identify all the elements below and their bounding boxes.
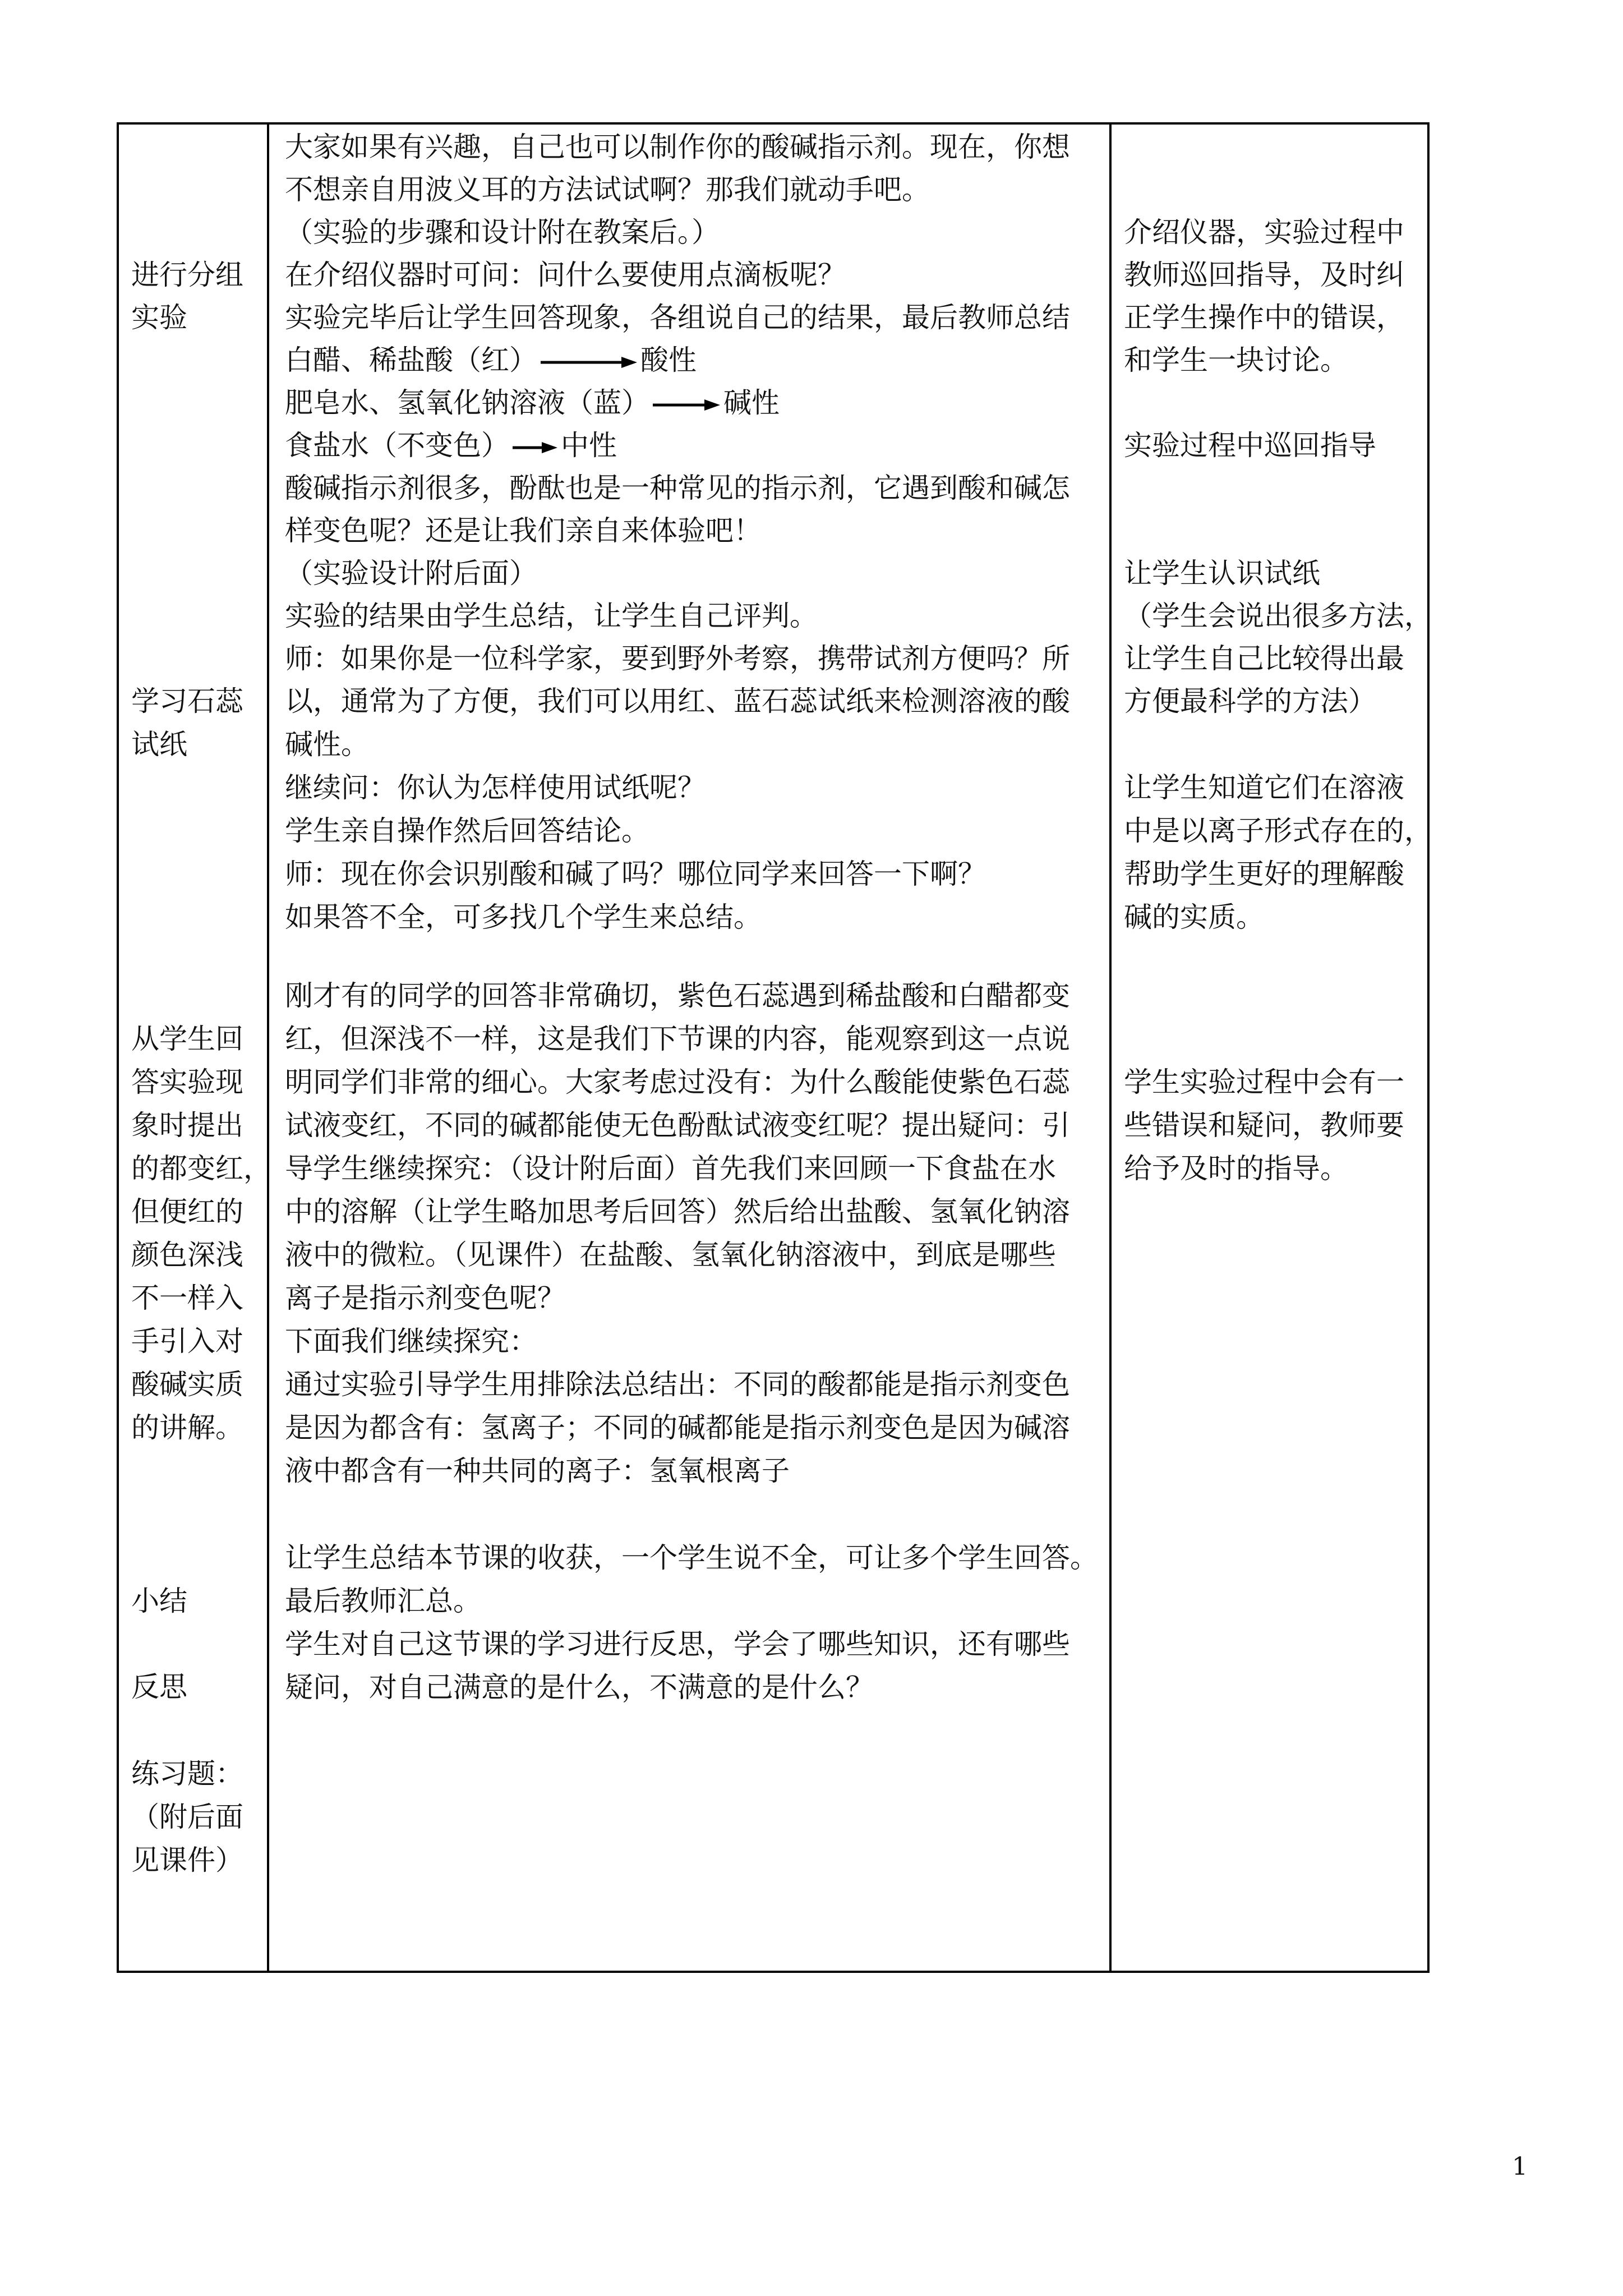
note-line: 正学生操作中的错误， — [1124, 301, 1404, 334]
section-heading-line: 练习题： — [131, 1757, 243, 1790]
note-line: 给予及时的指导。 — [1124, 1152, 1348, 1185]
result-left: 白醋、稀盐酸（红） — [285, 344, 537, 376]
content-line: 液中都含有一种共同的离子：氢氧根离子 — [285, 1455, 790, 1487]
note-line: 些错误和疑问，教师要 — [1124, 1109, 1404, 1142]
note-line: 学生实验过程中会有一 — [1124, 1066, 1404, 1098]
note-line: 实验过程中巡回指导 — [1124, 429, 1376, 462]
note-line: （学生会说出很多方法， — [1124, 600, 1432, 632]
section-heading-line: 反思 — [131, 1671, 187, 1703]
content-line: 不想亲自用波义耳的方法试试啊？那我们就动手吧。 — [285, 173, 930, 206]
section-heading-line: 颜色深浅 — [131, 1239, 243, 1271]
note-line: 碱的实质。 — [1124, 901, 1264, 933]
note-line: 介绍仪器，实验过程中 — [1124, 216, 1404, 249]
content-line: 离子是指示剂变色呢？ — [285, 1282, 565, 1314]
section-heading-line: （附后面 — [131, 1801, 243, 1833]
content-line: 如果答不全，可多找几个学生来总结。 — [285, 901, 762, 933]
section-heading-column — [119, 125, 269, 1971]
content-line: 导学生继续探究：（设计附后面）首先我们来回顾一下食盐在水 — [285, 1152, 1056, 1185]
content-line: 明同学们非常的细心。大家考虑过没有：为什么酸能使紫色石蕊 — [285, 1066, 1070, 1098]
content-line: 是因为都含有：氢离子；不同的碱都能是指示剂变色是因为碱溶 — [285, 1411, 1070, 1444]
section-heading-line: 从学生回 — [131, 1023, 243, 1055]
content-line: 样变色呢？还是让我们亲自来体验吧！ — [285, 514, 762, 547]
result-right: 酸性 — [640, 344, 697, 376]
result-basic — [285, 386, 780, 420]
result-left: 食盐水（不变色） — [285, 429, 509, 462]
section-heading-line: 象时提出 — [131, 1109, 243, 1142]
right-arrow-icon — [511, 441, 559, 454]
content-line: 在介绍仪器时可问：问什么要使用点滴板呢？ — [285, 259, 846, 291]
section-heading-line: 但便红的 — [131, 1195, 243, 1228]
teaching-content-column — [269, 125, 1112, 1971]
section-heading-line: 答实验现 — [131, 1066, 243, 1098]
lesson-plan-table — [117, 122, 1430, 1973]
content-line: 疑问，对自己满意的是什么，不满意的是什么？ — [285, 1671, 874, 1704]
content-line: 实验完毕后让学生回答现象，各组说自己的结果，最后教师总结 — [285, 301, 1070, 334]
page-number: 1 — [1512, 2152, 1528, 2181]
result-right: 碱性 — [723, 386, 780, 419]
section-heading-line: 小结 — [131, 1585, 187, 1617]
content-line: 下面我们继续探究： — [285, 1325, 537, 1358]
content-line: 通过实验引导学生用排除法总结出：不同的酸都能是指示剂变色 — [285, 1368, 1070, 1401]
note-line: 让学生认识试纸 — [1124, 557, 1320, 590]
content-line: 师：现在你会识别酸和碱了吗？哪位同学来回答一下啊？ — [285, 858, 986, 890]
section-heading-line: 不一样入 — [131, 1282, 243, 1314]
content-line: 酸碱指示剂很多，酚酞也是一种常见的指示剂，它遇到酸和碱怎 — [285, 472, 1070, 504]
content-line: 让学生总结本节课的收获，一个学生说不全，可让多个学生回答。 — [285, 1542, 1098, 1574]
right-arrow-icon — [540, 356, 638, 369]
result-right: 中性 — [561, 429, 617, 462]
result-neutral — [285, 429, 617, 462]
section-heading-line: 手引入对 — [131, 1325, 243, 1358]
content-line: 大家如果有兴趣，自己也可以制作你的酸碱指示剂。现在，你想 — [285, 131, 1070, 163]
content-line: 继续问：你认为怎样使用试纸呢？ — [285, 771, 706, 804]
content-line: 红，但深浅不一样，这是我们下节课的内容，能观察到这一点说 — [285, 1023, 1070, 1055]
section-heading-line: 酸碱实质 — [131, 1368, 243, 1401]
section-heading-line: 学习石蕊 — [131, 685, 243, 717]
result-left: 肥皂水、氢氧化钠溶液（蓝） — [285, 386, 649, 419]
content-line: 碱性。 — [285, 728, 369, 761]
content-line: 最后教师汇总。 — [285, 1585, 481, 1617]
note-line: 和学生一块讨论。 — [1124, 344, 1348, 376]
section-heading-line: 的讲解。 — [131, 1411, 243, 1444]
note-line: 方便最科学的方法） — [1124, 685, 1376, 717]
content-line: （实验设计附后面） — [285, 557, 537, 590]
section-heading-line: 见课件） — [131, 1844, 243, 1876]
section-heading-line: 的都变红， — [131, 1152, 271, 1185]
right-arrow-icon — [652, 398, 721, 412]
section-heading-line: 进行分组 — [131, 259, 243, 291]
content-line: 试液变红，不同的碱都能使无色酚酞试液变红呢？提出疑问：引 — [285, 1109, 1070, 1142]
content-line: 实验的结果由学生总结，让学生自己评判。 — [285, 600, 818, 632]
note-line: 中是以离子形式存在的， — [1124, 815, 1432, 847]
content-line: 以，通常为了方便，我们可以用红、蓝石蕊试纸来检测溶液的酸 — [285, 685, 1070, 717]
content-line: 学生对自己这节课的学习进行反思，学会了哪些知识，还有哪些 — [285, 1628, 1070, 1660]
teacher-notes-column — [1112, 125, 1432, 1971]
content-line: 学生亲自操作然后回答结论。 — [285, 815, 649, 847]
content-line: 中的溶解（让学生略加思考后回答）然后给出盐酸、氢氧化钠溶 — [285, 1195, 1070, 1228]
content-line: 液中的微粒。（见课件）在盐酸、氢氧化钠溶液中，到底是哪些 — [285, 1239, 1056, 1271]
result-acidic — [285, 343, 697, 377]
section-heading-line: 实验 — [131, 301, 187, 334]
note-line: 帮助学生更好的理解酸 — [1124, 858, 1404, 890]
content-line: （实验的步骤和设计附在教案后。） — [285, 216, 720, 249]
content-line: 师：如果你是一位科学家，要到野外考察，携带试剂方便吗？所 — [285, 642, 1070, 675]
note-line: 让学生知道它们在溶液 — [1124, 771, 1404, 804]
note-line: 教师巡回指导，及时纠 — [1124, 259, 1404, 291]
note-line: 让学生自己比较得出最 — [1124, 642, 1404, 675]
content-line: 刚才有的同学的回答非常确切，紫色石蕊遇到稀盐酸和白醋都变 — [285, 979, 1070, 1012]
section-heading-line: 试纸 — [131, 728, 187, 761]
